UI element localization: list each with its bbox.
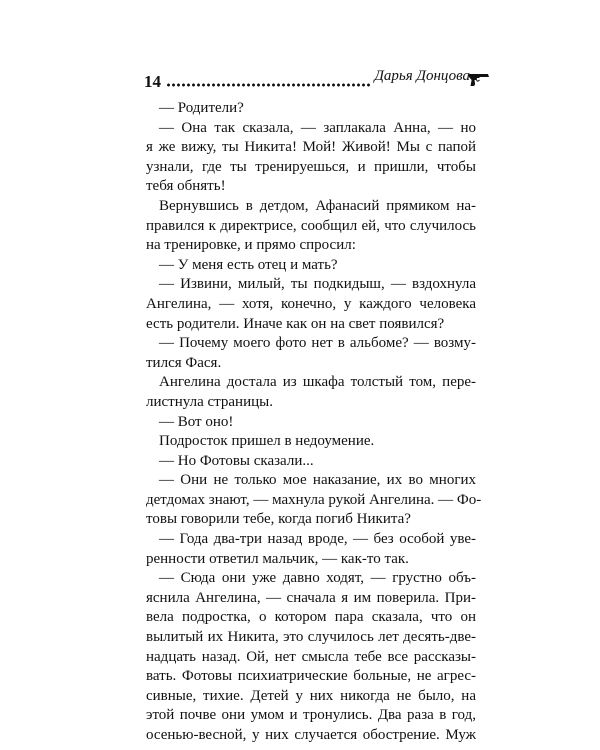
text-line: — Года два-три назад вроде, — без особой уве- — [159, 531, 476, 548]
paragraph — [146, 334, 476, 373]
text-line: — Сюда они уже давно ходят, — грустно объ- — [159, 570, 476, 587]
text-line: есть родители. Иначе как он на свет появился? — [146, 315, 445, 332]
text-line: тебя обнять! — [146, 178, 226, 195]
paragraph — [146, 530, 476, 569]
text-line: — Почему моего фото нет в альбоме? — возму- — [159, 335, 476, 352]
text-line: вылитый их Никита, это случилось лет десять-две- — [146, 629, 476, 646]
text-line: ренности ответил мальчик, — как-то так. — [146, 550, 409, 567]
text-line: детдомах знают, — махнула рукой Ангелина. — Фо- — [146, 491, 482, 508]
text-line: сивные, тихие. Детей у них никогда не было, на — [146, 687, 476, 704]
text-line: Подросток пришел в недоумение. — [159, 433, 375, 450]
paragraph — [146, 119, 476, 197]
author-name: Дарья Донцова — [374, 68, 470, 84]
text-line: я же вижу, ты Никита! Мой! Живой! Мы с папой — [146, 139, 476, 156]
paragraph — [146, 256, 476, 276]
text-line: — Вот оно! — [159, 413, 234, 430]
text-line: правился к директрисе, сообщил ей, что случилось — [146, 217, 476, 234]
text-line: — Она так сказала, — заплакала Анна, — но — [159, 119, 476, 136]
text-line: на тренировке, и прямо спросил: — [146, 237, 356, 254]
text-line: товы говорили тебе, когда погиб Никита? — [146, 511, 411, 528]
text-line: — Извини, милый, ты подкидыш, — вздохнула — [159, 276, 476, 293]
paragraph — [146, 569, 476, 745]
pistol-icon — [468, 71, 490, 87]
text-line: Ангелина достала из шкафа толстый том, пере- — [159, 374, 476, 391]
running-header — [144, 68, 490, 90]
text-line: надцать назад. Ой, нет смысла тебе все рассказы- — [146, 648, 476, 665]
paragraph — [146, 471, 482, 530]
text-line: тился Фася. — [146, 354, 222, 371]
paragraph — [146, 99, 476, 119]
text-line: вела подростка, о котором пара сказала, что он — [146, 609, 476, 626]
text-line: — Они не только мое наказание, их во многих — [159, 472, 476, 489]
page-number: 14 — [144, 72, 161, 91]
paragraph — [146, 373, 476, 412]
text-line: — У меня есть отец и мать? — [159, 256, 338, 273]
text-line: вать. Фотовы психиатрические больные, не агрес- — [146, 668, 476, 685]
paragraph — [146, 275, 476, 334]
dot-leader — [166, 83, 372, 87]
text-line: листнула страницы. — [146, 393, 273, 410]
text-line: — Но Фотовы сказали... — [159, 452, 314, 469]
text-line: Вернувшись в детдом, Афанасий прямиком на- — [159, 197, 476, 214]
paragraph — [146, 197, 476, 256]
text-line: узнали, где ты тренируешься, и пришли, чтобы — [146, 158, 476, 175]
text-line: Ангелина, — хотя, конечно, у каждого человека — [146, 295, 476, 312]
paragraph — [146, 413, 476, 433]
paragraph — [146, 452, 476, 472]
text-line: — Родители? — [159, 100, 244, 116]
text-line: яснила Ангелина, — сначала я им поверила. При- — [146, 589, 476, 606]
paragraph — [146, 432, 476, 452]
body-text — [146, 99, 482, 746]
text-line: этой почве они умом и тронулись. Два раза в год, — [146, 707, 476, 724]
text-line: осенью-весной, у них случается обострение. Муж — [146, 727, 476, 743]
